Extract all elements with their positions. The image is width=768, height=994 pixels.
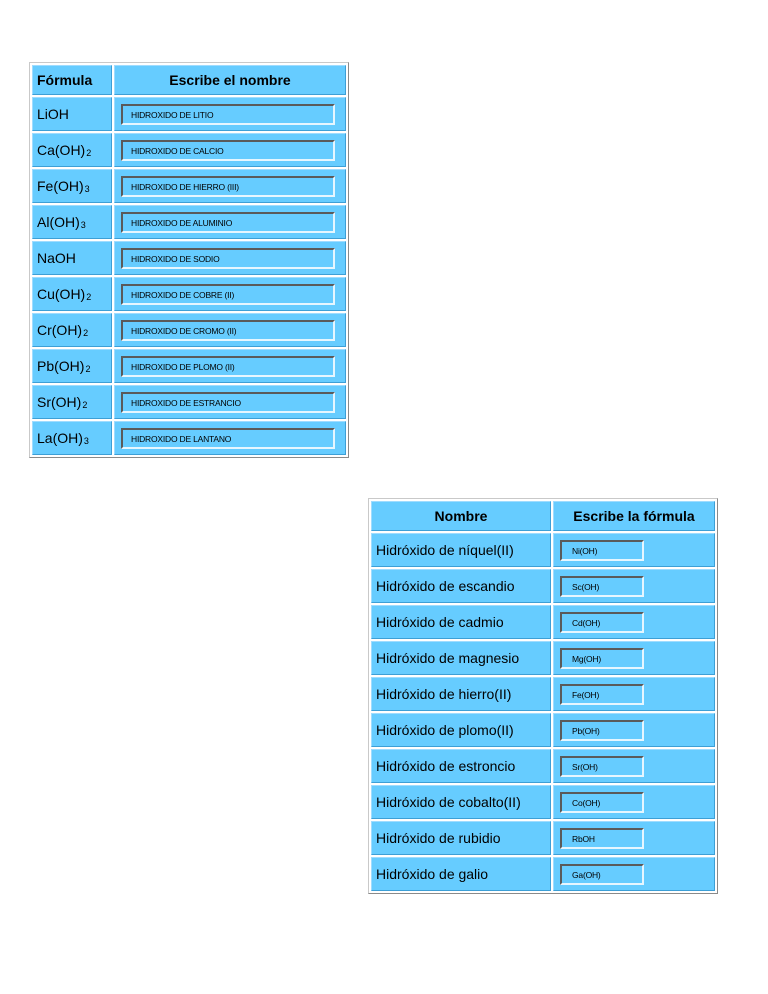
name-answer-input[interactable]: HIDROXIDO DE COBRE (II) <box>121 284 335 305</box>
formula-text: Ca(OH) <box>37 142 86 158</box>
formula-cell <box>32 97 112 131</box>
formula-subscript: 3 <box>84 184 90 194</box>
table-row <box>32 421 346 455</box>
formula-text: Sr(OH) <box>37 394 82 410</box>
table-row <box>32 169 346 203</box>
compound-name-cell: Hidróxido de cadmio <box>371 605 551 639</box>
formula-cell <box>32 169 112 203</box>
answer-cell <box>114 349 346 383</box>
table-row <box>371 821 715 855</box>
answer-cell <box>553 857 715 891</box>
table-row <box>371 785 715 819</box>
answer-cell <box>553 641 715 675</box>
compound-name-cell: Hidróxido de escandio <box>371 569 551 603</box>
answer-cell <box>114 133 346 167</box>
formula-subscript: 2 <box>85 364 91 374</box>
compound-name-cell: Hidróxido de plomo(II) <box>371 713 551 747</box>
compound-name-cell: Hidróxido de rubidio <box>371 821 551 855</box>
answer-cell <box>114 385 346 419</box>
table-row <box>371 641 715 675</box>
name-answer-input[interactable]: HIDROXIDO DE SODIO <box>121 248 335 269</box>
formula-subscript: 2 <box>86 292 92 302</box>
answer-cell <box>114 241 346 275</box>
table-row <box>371 713 715 747</box>
formula-text: Al(OH) <box>37 214 80 230</box>
table-row <box>32 385 346 419</box>
header-write-formula: Escribe la fórmula <box>553 501 715 531</box>
table-row <box>371 857 715 891</box>
name-answer-input[interactable]: HIDROXIDO DE ESTRANCIO <box>121 392 335 413</box>
formula-answer-input[interactable]: RbOH <box>560 828 644 849</box>
formula-answer-input[interactable]: Pb(OH) <box>560 720 644 741</box>
answer-cell <box>114 169 346 203</box>
formula-text: Fe(OH) <box>37 178 84 194</box>
compound-name-cell: Hidróxido de níquel(II) <box>371 533 551 567</box>
table-row <box>371 569 715 603</box>
answer-cell <box>114 205 346 239</box>
header-row <box>32 65 346 95</box>
compound-name-cell: Hidróxido de cobalto(II) <box>371 785 551 819</box>
table-row <box>371 605 715 639</box>
table-row <box>371 677 715 711</box>
table-row <box>32 97 346 131</box>
header-row <box>371 501 715 531</box>
header-write-name: Escribe el nombre <box>114 65 346 95</box>
formula-answer-input[interactable]: Sc(OH) <box>560 576 644 597</box>
name-answer-input[interactable]: HIDROXIDO DE HIERRO (III) <box>121 176 335 197</box>
table-row <box>32 133 346 167</box>
answer-cell <box>553 533 715 567</box>
answer-cell <box>553 713 715 747</box>
table-row <box>32 241 346 275</box>
formula-answer-input[interactable]: Sr(OH) <box>560 756 644 777</box>
name-answer-input[interactable]: HIDROXIDO DE CALCIO <box>121 140 335 161</box>
formula-cell <box>32 421 112 455</box>
answer-cell <box>114 421 346 455</box>
formula-text: LiOH <box>37 106 69 122</box>
formula-cell <box>32 277 112 311</box>
compound-name-cell: Hidróxido de galio <box>371 857 551 891</box>
table-b-body <box>371 533 715 891</box>
table-a-body <box>32 97 346 455</box>
answer-cell <box>553 605 715 639</box>
formula-subscript: 3 <box>83 436 89 446</box>
name-answer-input[interactable]: HIDROXIDO DE CROMO (II) <box>121 320 335 341</box>
answer-cell <box>553 749 715 783</box>
formula-answer-input[interactable]: Cd(OH) <box>560 612 644 633</box>
name-answer-input[interactable]: HIDROXIDO DE PLOMO (II) <box>121 356 335 377</box>
compound-name-cell: Hidróxido de estroncio <box>371 749 551 783</box>
table-row <box>32 205 346 239</box>
formula-answer-input[interactable]: Fe(OH) <box>560 684 644 705</box>
formula-to-name-table <box>29 62 349 458</box>
answer-cell <box>553 677 715 711</box>
answer-cell <box>553 569 715 603</box>
formula-subscript: 2 <box>83 328 89 338</box>
answer-cell <box>553 785 715 819</box>
table-row <box>32 277 346 311</box>
name-answer-input[interactable]: HIDROXIDO DE LANTANO <box>121 428 335 449</box>
formula-text: Pb(OH) <box>37 358 85 374</box>
formula-cell <box>32 349 112 383</box>
formula-cell <box>32 313 112 347</box>
name-to-formula-table <box>368 498 718 894</box>
answer-cell <box>114 313 346 347</box>
formula-cell <box>32 385 112 419</box>
answer-cell <box>553 821 715 855</box>
formula-answer-input[interactable]: Co(OH) <box>560 792 644 813</box>
compound-name-cell: Hidróxido de hierro(II) <box>371 677 551 711</box>
formula-cell <box>32 133 112 167</box>
formula-subscript: 3 <box>80 220 86 230</box>
formula-subscript: 2 <box>82 400 88 410</box>
answer-cell <box>114 97 346 131</box>
formula-cell <box>32 205 112 239</box>
formula-answer-input[interactable]: Mg(OH) <box>560 648 644 669</box>
name-answer-input[interactable]: HIDROXIDO DE ALUMINIO <box>121 212 335 233</box>
formula-text: Cu(OH) <box>37 286 86 302</box>
formula-text: NaOH <box>37 250 76 266</box>
table-row <box>371 749 715 783</box>
formula-text: Cr(OH) <box>37 322 83 338</box>
answer-cell <box>114 277 346 311</box>
table-row <box>32 349 346 383</box>
formula-answer-input[interactable]: Ga(OH) <box>560 864 644 885</box>
formula-cell <box>32 241 112 275</box>
header-name: Nombre <box>371 501 551 531</box>
table-row <box>32 313 346 347</box>
compound-name-cell: Hidróxido de magnesio <box>371 641 551 675</box>
table-row <box>371 533 715 567</box>
formula-text: La(OH) <box>37 430 83 446</box>
name-answer-input[interactable]: HIDROXIDO DE LITIO <box>121 104 335 125</box>
formula-answer-input[interactable]: Ni(OH) <box>560 540 644 561</box>
header-formula: Fórmula <box>32 65 112 95</box>
formula-subscript: 2 <box>86 148 92 158</box>
